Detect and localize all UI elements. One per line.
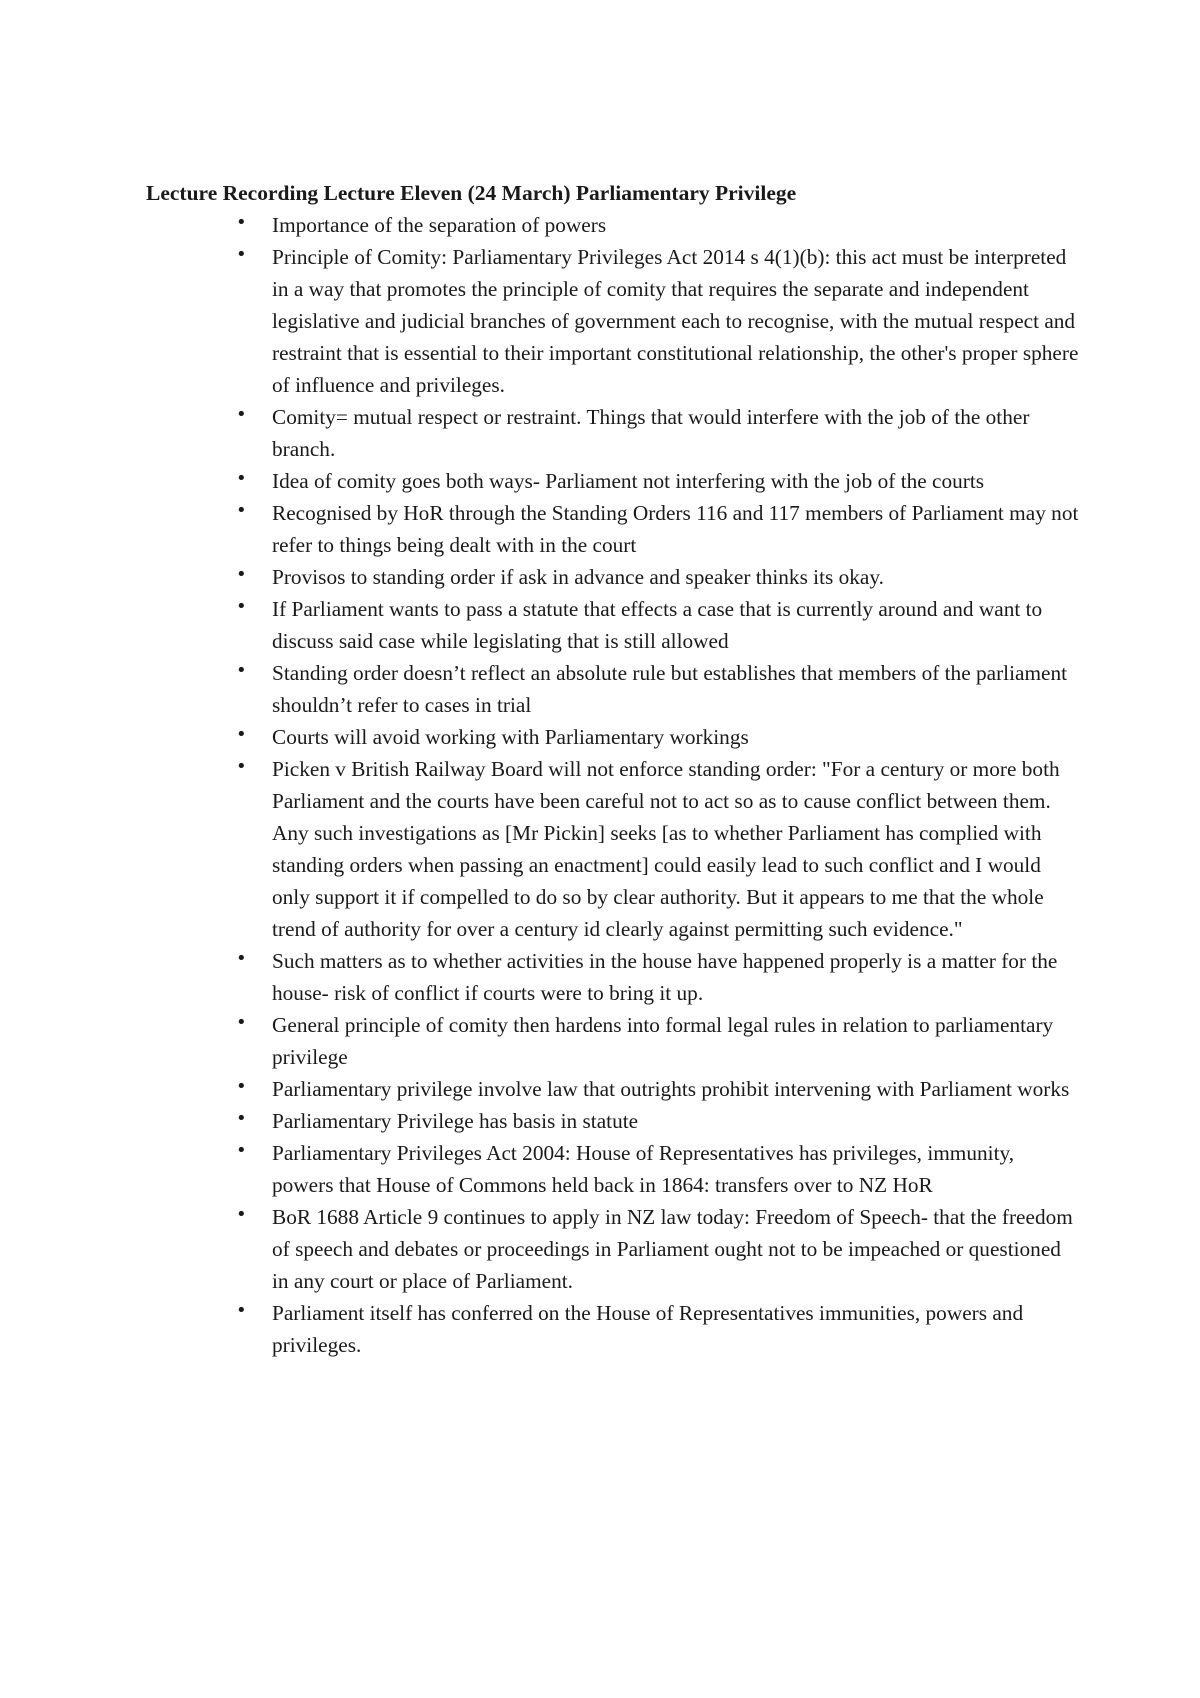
list-item xyxy=(236,1297,1080,1361)
bullet-icon: • xyxy=(236,500,247,521)
list-item xyxy=(236,401,1080,465)
list-item-text: If Parliament wants to pass a statute that effects a case that is currently around and want to discuss said case while legislating that is still allowed xyxy=(272,597,1043,653)
list-item-text: General principle of comity then hardens into formal legal rules in relation to parliamentary privilege xyxy=(272,1013,1054,1069)
list-item xyxy=(236,945,1080,1009)
bullet-icon: • xyxy=(236,756,247,777)
bullet-icon: • xyxy=(236,244,247,265)
document-title: Lecture Recording Lecture Eleven (24 March) Parliamentary Privilege xyxy=(146,181,797,205)
list-item-text: Importance of the separation of powers xyxy=(272,213,607,237)
list-item-text: Such matters as to whether activities in the house have happened properly is a matter for the house- risk of conflict if courts were to bring it up. xyxy=(272,949,1058,1005)
bullet-icon: • xyxy=(236,564,247,585)
list-item xyxy=(236,1201,1080,1297)
list-item xyxy=(236,561,1080,593)
list-item xyxy=(236,1105,1080,1137)
list-item-text: Parliamentary Privilege has basis in statute xyxy=(272,1109,639,1133)
bullet-icon: • xyxy=(236,212,247,233)
bullet-icon: • xyxy=(236,404,247,425)
list-item-text: Standing order doesn’t reflect an absolute rule but establishes that members of the parliament shouldn’t refer to cases in trial xyxy=(272,661,1068,717)
bullet-list xyxy=(236,209,1080,1361)
bullet-icon: • xyxy=(236,948,247,969)
list-item-text: Parliamentary privilege involve law that outrights prohibit intervening with Parliament works xyxy=(272,1077,1070,1101)
list-item xyxy=(236,1137,1080,1201)
list-item xyxy=(236,241,1080,401)
bullet-icon: • xyxy=(236,1108,247,1129)
list-item-text: Principle of Comity: Parliamentary Privileges Act 2014 s 4(1)(b): this act must be interpreted in a way that promotes the principle of comity that requires the separate and independent legislative and judicial branches of government each to recognise, with the mutual respect and restraint that is essential to their important constitutional relationship, the other's proper sphere of influence and privileges. xyxy=(272,245,1079,397)
list-item-text: Idea of comity goes both ways- Parliament not interfering with the job of the courts xyxy=(272,469,985,493)
list-item xyxy=(236,1073,1080,1105)
list-item-text: Comity= mutual respect or restraint. Things that would interfere with the job of the other branch. xyxy=(272,405,1030,461)
bullet-icon: • xyxy=(236,1012,247,1033)
list-item xyxy=(236,753,1080,945)
bullet-icon: • xyxy=(236,1140,247,1161)
bullet-icon: • xyxy=(236,1300,247,1321)
list-item-text: Parliamentary Privileges Act 2004: House of Representatives has privileges, immunity, powers that House of Commons held back in 1864: transfers over to NZ HoR xyxy=(272,1141,1015,1197)
list-item xyxy=(236,721,1080,753)
list-item xyxy=(236,1009,1080,1073)
list-item xyxy=(236,657,1080,721)
list-item-text: Provisos to standing order if ask in advance and speaker thinks its okay. xyxy=(272,565,884,589)
list-item xyxy=(236,209,1080,241)
bullet-icon: • xyxy=(236,1204,247,1225)
bullet-icon: • xyxy=(236,724,247,745)
bullet-icon: • xyxy=(236,1076,247,1097)
list-item-text: Parliament itself has conferred on the House of Representatives immunities, powers and privileges. xyxy=(272,1301,1024,1357)
list-item-text: Courts will avoid working with Parliamentary workings xyxy=(272,725,749,749)
list-item-text: BoR 1688 Article 9 continues to apply in NZ law today: Freedom of Speech- that the freedom of speech and debates or proceedings in Parliament ought not to be impeached or questioned in any court or place of Parliament. xyxy=(272,1205,1073,1293)
bullet-icon: • xyxy=(236,596,247,617)
list-item xyxy=(236,593,1080,657)
list-item-text: Recognised by HoR through the Standing Orders 116 and 117 members of Parliament may not refer to things being dealt with in the court xyxy=(272,501,1079,557)
list-item-text: Picken v British Railway Board will not enforce standing order: "For a century or more both Parliament and the courts have been careful not to act so as to cause conflict between them. Any such investigations as [Mr Pickin] seeks [as to whether Parliament has complied with standing orders when passing an enactment] could easily lead to such conflict and I would only support it if compelled to do so by clear authority. But it appears to me that the whole trend of authority for over a century id clearly against permitting such evidence." xyxy=(272,757,1060,941)
bullet-icon: • xyxy=(236,468,247,489)
list-item xyxy=(236,497,1080,561)
list-item xyxy=(236,465,1080,497)
bullet-icon: • xyxy=(236,660,247,681)
